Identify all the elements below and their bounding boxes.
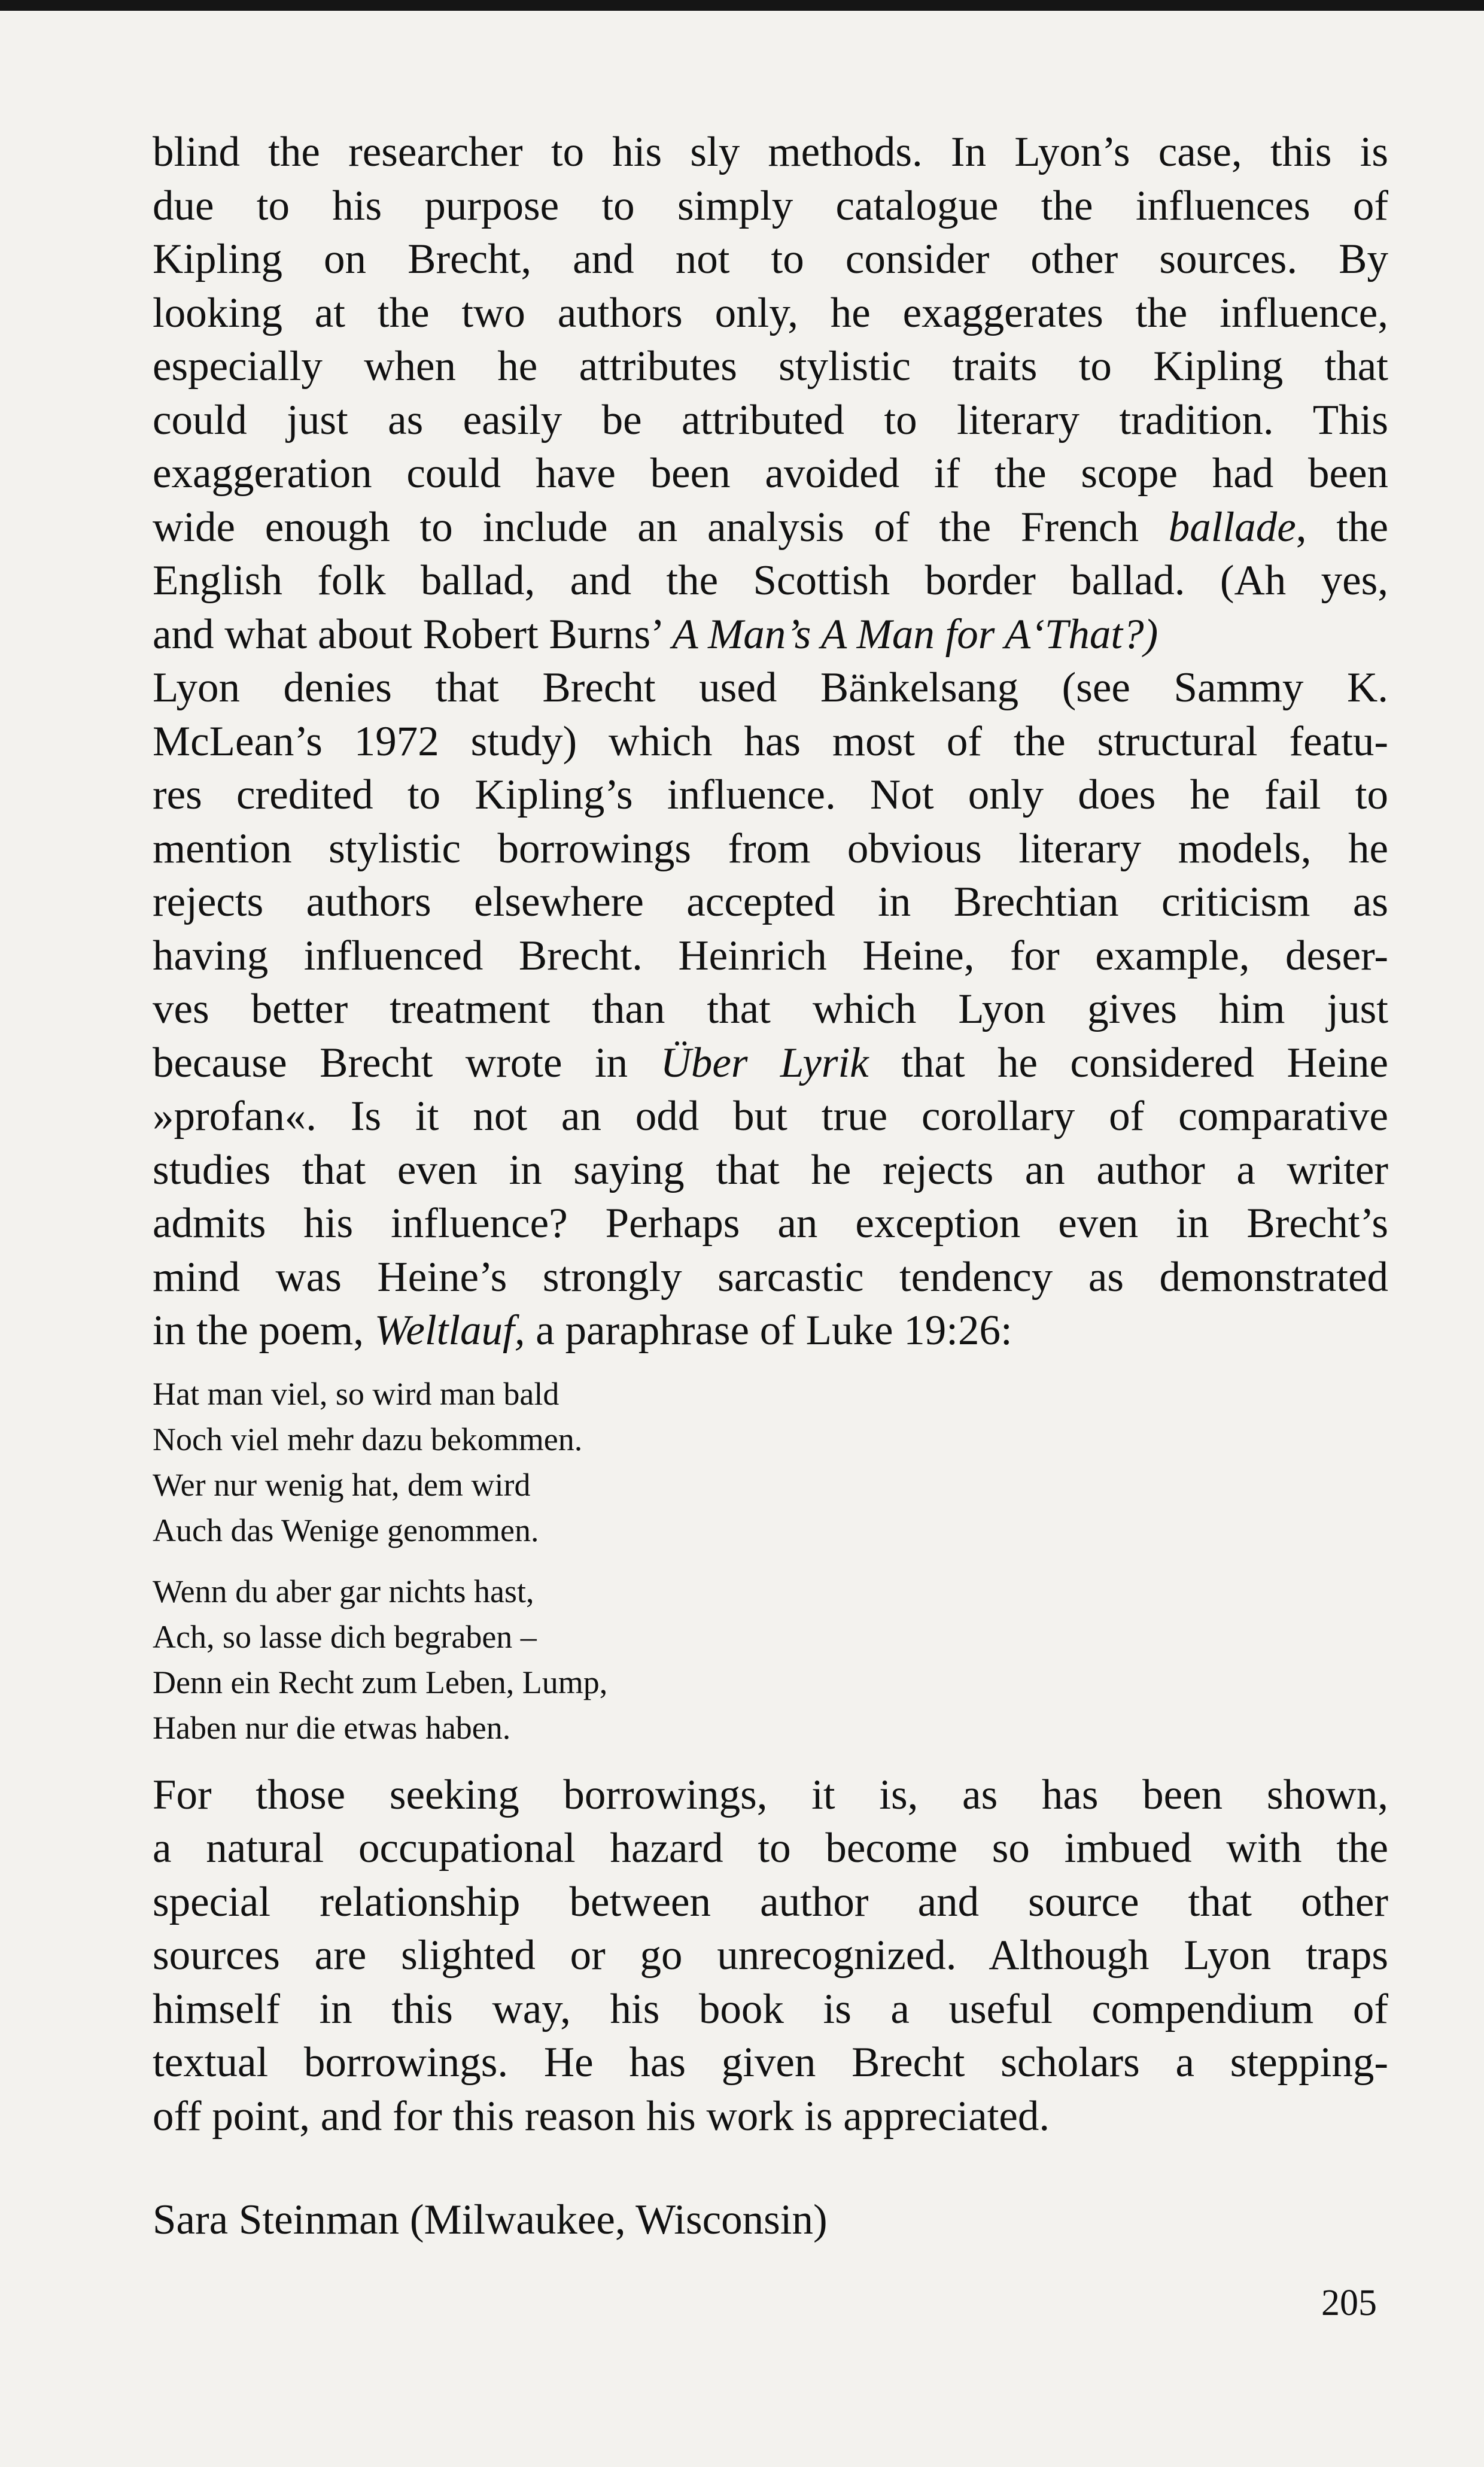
poem-line: Hat man viel, so wird man bald — [153, 1375, 559, 1412]
text-run: wide enough to include an analysis of the French — [153, 503, 1169, 551]
text-line: off point, and for this reason his work is appreciated. — [153, 2092, 1050, 2140]
text-run: in the poem, — [153, 1307, 375, 1354]
italic-title-ueber-lyrik: Über Lyrik — [660, 1039, 869, 1086]
text-line: exaggeration could have been avoided if the scope had been — [153, 450, 1388, 497]
poem-line: Wenn du aber gar nichts hast, — [153, 1573, 534, 1609]
italic-term-ballade: ballade — [1168, 503, 1296, 551]
body-paragraph-2 — [153, 1769, 1388, 2144]
text-line — [153, 1037, 1388, 1090]
text-line: mention stylistic borrowings from obvious literary models, he — [153, 825, 1388, 872]
text-line: res credited to Kipling’s influence. Not only does he fail to — [153, 771, 1388, 818]
poem-quotation — [153, 1371, 1388, 1751]
text-line: studies that even in saying that he rejects an author a writer — [153, 1146, 1388, 1193]
text-line — [153, 501, 1388, 555]
text-line: himself in this way, his book is a useful compendium of — [153, 1985, 1388, 2032]
text-line: Kipling on Brecht, and not to consider other sources. By — [153, 236, 1388, 282]
italic-title-weltlauf: Weltlauf, — [374, 1307, 525, 1354]
text-line — [153, 608, 1388, 662]
poem-line: Noch viel mehr dazu bekommen. — [153, 1421, 583, 1457]
italic-title-burns: A Man’s A Man for A‘That?) — [672, 610, 1158, 658]
text-line — [153, 1304, 1388, 1358]
text-run: , the — [1296, 503, 1388, 551]
text-run: because Brecht wrote in — [153, 1039, 661, 1086]
page-number: 205 — [1321, 2283, 1377, 2323]
text-run: a paraphrase of Luke 19:26: — [525, 1307, 1012, 1354]
poem-stanza-2 — [153, 1569, 1388, 1751]
poem-line: Auch das Wenige genommen. — [153, 1512, 539, 1548]
text-line: admits his influence? Perhaps an exception even in Brecht’s — [153, 1200, 1388, 1247]
text-line: special relationship between author and source that other — [153, 1878, 1388, 1925]
text-line: McLean’s 1972 study) which has most of the structural featu- — [153, 718, 1388, 765]
poem-stanza-1 — [153, 1371, 1388, 1553]
text-line: For those seeking borrowings, it is, as has been shown, — [153, 1771, 1388, 1818]
text-line: sources are slighted or go unrecognized. Although Lyon traps — [153, 1932, 1388, 1979]
text-line: mind was Heine’s strongly sarcastic tendency as demonstrated — [153, 1253, 1388, 1301]
body-paragraph-1 — [153, 126, 1388, 1358]
text-line: a natural occupational hazard to become so imbued with the — [153, 1825, 1388, 1871]
text-line: rejects authors elsewhere accepted in Brechtian criticism as — [153, 879, 1388, 925]
text-run: that he considered Heine — [868, 1039, 1388, 1086]
page-content — [153, 126, 1388, 2143]
poem-line: Ach, so lasse dich begraben – — [153, 1618, 537, 1655]
text-line: ves better treatment than that which Lyon gives him just — [153, 986, 1388, 1032]
text-line: could just as easily be attributed to literary tradition. This — [153, 396, 1388, 443]
text-line: Lyon denies that Brecht used Bänkelsang (see Sammy K. — [153, 664, 1388, 711]
text-line: textual borrowings. He has given Brecht scholars a stepping- — [153, 2039, 1388, 2086]
text-line: »profan«. Is it not an odd but true corollary of comparative — [153, 1093, 1388, 1140]
text-line: especially when he attributes stylistic traits to Kipling that — [153, 343, 1388, 390]
poem-line: Denn ein Recht zum Leben, Lump, — [153, 1664, 608, 1700]
poem-line: Wer nur wenig hat, dem wird — [153, 1466, 531, 1503]
text-line: due to his purpose to simply catalogue the influences of — [153, 182, 1388, 229]
poem-line: Haben nur die etwas haben. — [153, 1709, 511, 1746]
author-signature: Sara Steinman (Milwaukee, Wisconsin) — [153, 2196, 828, 2243]
text-line: blind the researcher to his sly methods. In Lyon’s case, this is — [153, 129, 1388, 175]
text-line: having influenced Brecht. Heinrich Heine, for example, deser- — [153, 932, 1388, 979]
text-line: looking at the two authors only, he exaggerates the influence, — [153, 289, 1388, 336]
top-border-rule — [0, 0, 1484, 11]
text-run: and what about Robert Burns’ — [153, 610, 673, 658]
text-line: English folk ballad, and the Scottish border ballad. (Ah yes, — [153, 557, 1388, 604]
